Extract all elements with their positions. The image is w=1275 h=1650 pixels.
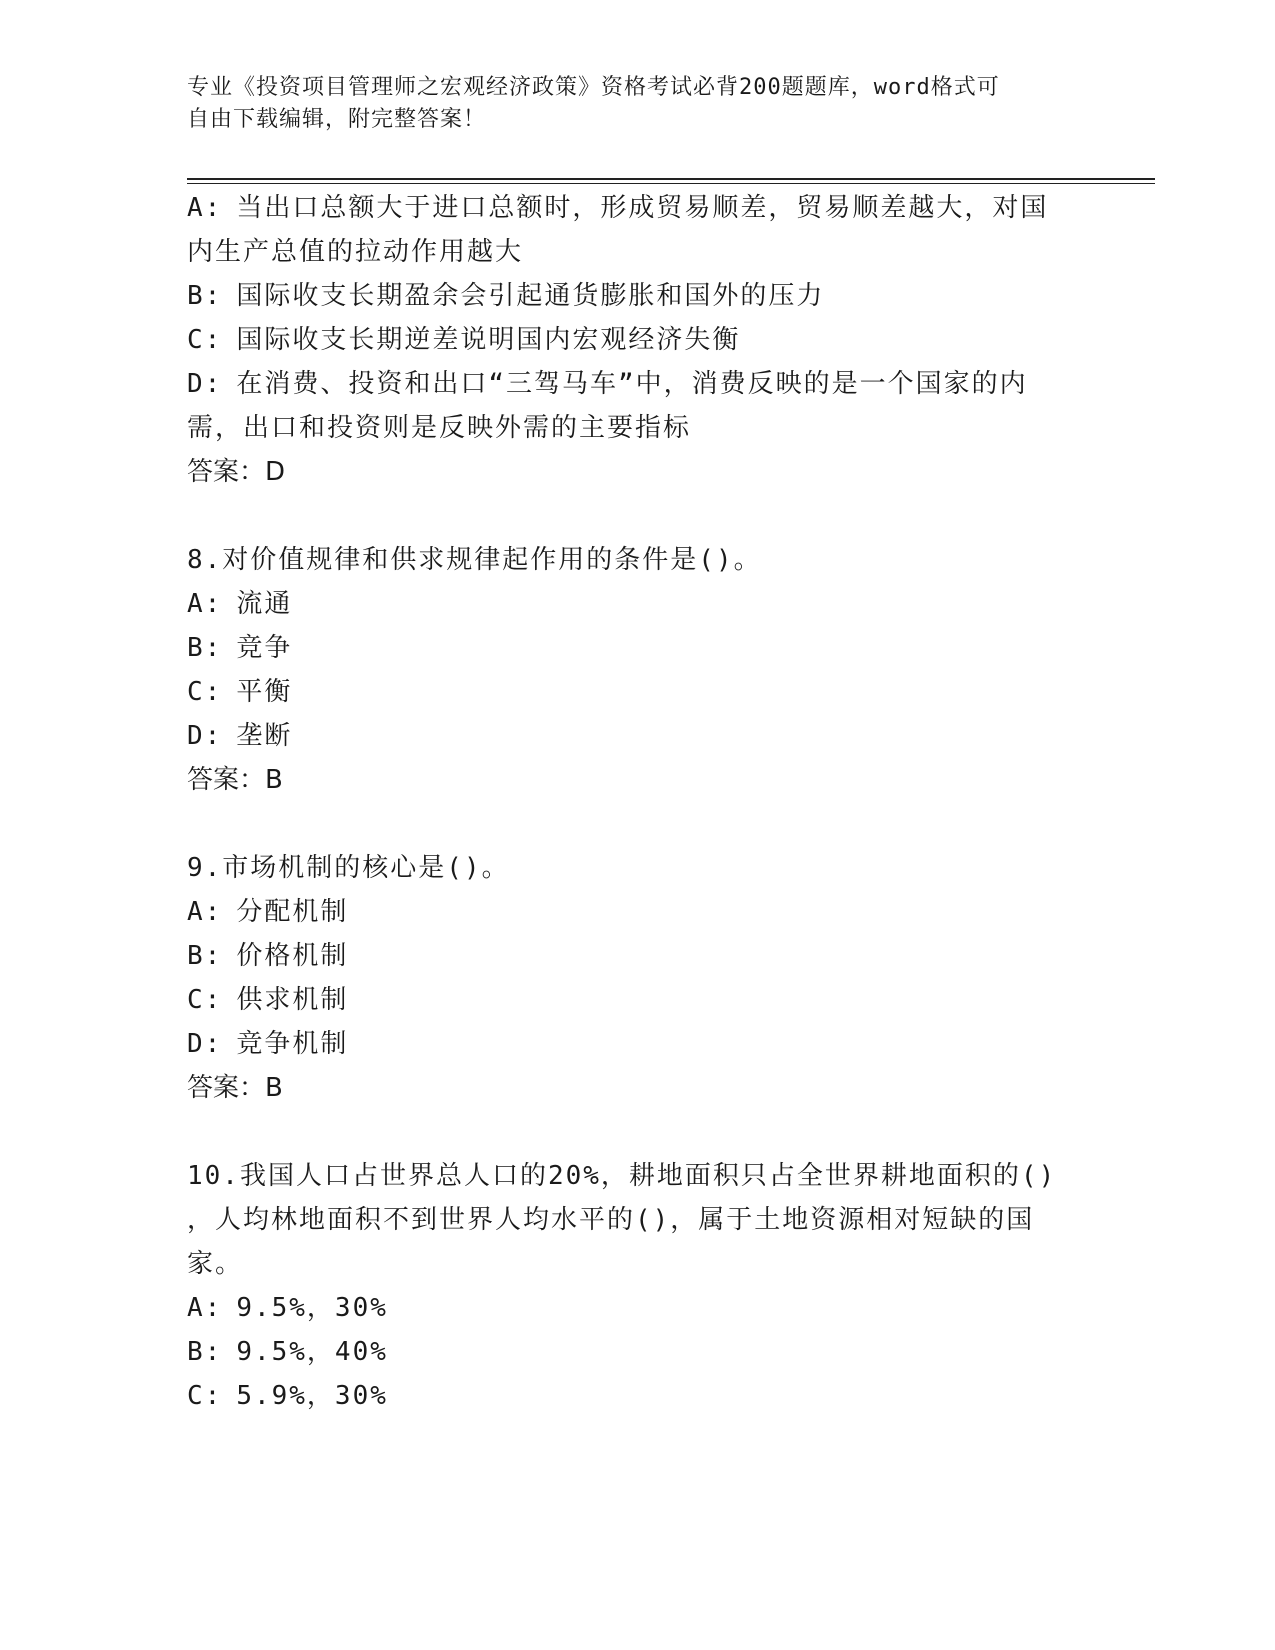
header-divider-thick	[187, 178, 1155, 180]
q10-option-b	[187, 1334, 388, 1370]
q9-option-d	[187, 1026, 348, 1062]
q10-stem-line-3: 家。	[187, 1249, 244, 1279]
option-prefix: B:	[187, 1337, 223, 1367]
option-text: 9.5%，30%	[236, 1293, 388, 1323]
option-text: 9.5%，40%	[236, 1337, 388, 1367]
option-text: 供求机制	[236, 985, 349, 1015]
option-prefix: A:	[187, 589, 223, 619]
option-text: 价格机制	[236, 941, 349, 971]
q9-option-c	[187, 982, 348, 1018]
header-title-line-2: 自由下载编辑，附完整答案！	[187, 107, 487, 132]
q8-option-c	[187, 674, 292, 710]
q7-option-a	[187, 190, 1048, 226]
option-text: 流通	[236, 589, 293, 619]
header-title-line-1: 专业《投资项目管理师之宏观经济政策》资格考试必背200题题库，word格式可	[187, 75, 1000, 100]
option-text: 国际收支长期盈余会引起通货膨胀和国外的压力	[236, 281, 825, 311]
option-prefix: B:	[187, 633, 223, 663]
q8-option-d	[187, 718, 292, 754]
option-prefix: C:	[187, 325, 223, 355]
option-text: 5.9%，30%	[236, 1381, 388, 1411]
header-divider-thin	[187, 183, 1155, 184]
q9-option-b	[187, 938, 348, 974]
option-text: 分配机制	[236, 897, 349, 927]
q8-stem: 8.对价值规律和供求规律起作用的条件是()。	[187, 545, 762, 575]
option-prefix: A:	[187, 193, 223, 223]
q7-option-b	[187, 278, 824, 314]
option-text: 在消费、投资和出口“三驾马车”中，消费反映的是一个国家的内	[236, 369, 1028, 399]
q8-option-b	[187, 630, 292, 666]
option-text: 当出口总额大于进口总额时，形成贸易顺差，贸易顺差越大，对国	[236, 193, 1049, 223]
option-prefix: D:	[187, 721, 223, 751]
document-header	[187, 72, 1067, 136]
q10-stem-line-1: 10.我国人口占世界总人口的20%，耕地面积只占全世界耕地面积的()	[187, 1161, 1057, 1191]
option-prefix: D:	[187, 1029, 223, 1059]
option-text: 垄断	[236, 721, 293, 751]
q9-stem: 9.市场机制的核心是()。	[187, 853, 510, 883]
q8-option-a	[187, 586, 292, 622]
option-text: 竞争	[236, 633, 293, 663]
option-prefix: C:	[187, 1381, 223, 1411]
option-text: 平衡	[236, 677, 293, 707]
option-text: 竞争机制	[236, 1029, 349, 1059]
option-prefix: A:	[187, 897, 223, 927]
q8-answer: 答案：B	[187, 765, 283, 795]
option-text: 国际收支长期逆差说明国内宏观经济失衡	[236, 325, 741, 355]
q7-option-a-cont: 内生产总值的拉动作用越大	[187, 237, 524, 267]
option-prefix: A:	[187, 1293, 223, 1323]
q7-answer: 答案：D	[187, 457, 286, 487]
option-prefix: D:	[187, 369, 223, 399]
option-prefix: B:	[187, 941, 223, 971]
q10-stem-line-2: ，人均林地面积不到世界人均水平的()，属于土地资源相对短缺的国	[187, 1205, 1035, 1235]
option-prefix: B:	[187, 281, 223, 311]
q7-option-c	[187, 322, 740, 358]
option-prefix: C:	[187, 677, 223, 707]
q7-option-d	[187, 366, 1028, 402]
q10-option-a	[187, 1290, 388, 1326]
q9-option-a	[187, 894, 348, 930]
q10-option-c	[187, 1378, 388, 1414]
q9-answer: 答案：B	[187, 1073, 283, 1103]
q7-option-d-cont: 需，出口和投资则是反映外需的主要指标	[187, 413, 692, 443]
option-prefix: C:	[187, 985, 223, 1015]
